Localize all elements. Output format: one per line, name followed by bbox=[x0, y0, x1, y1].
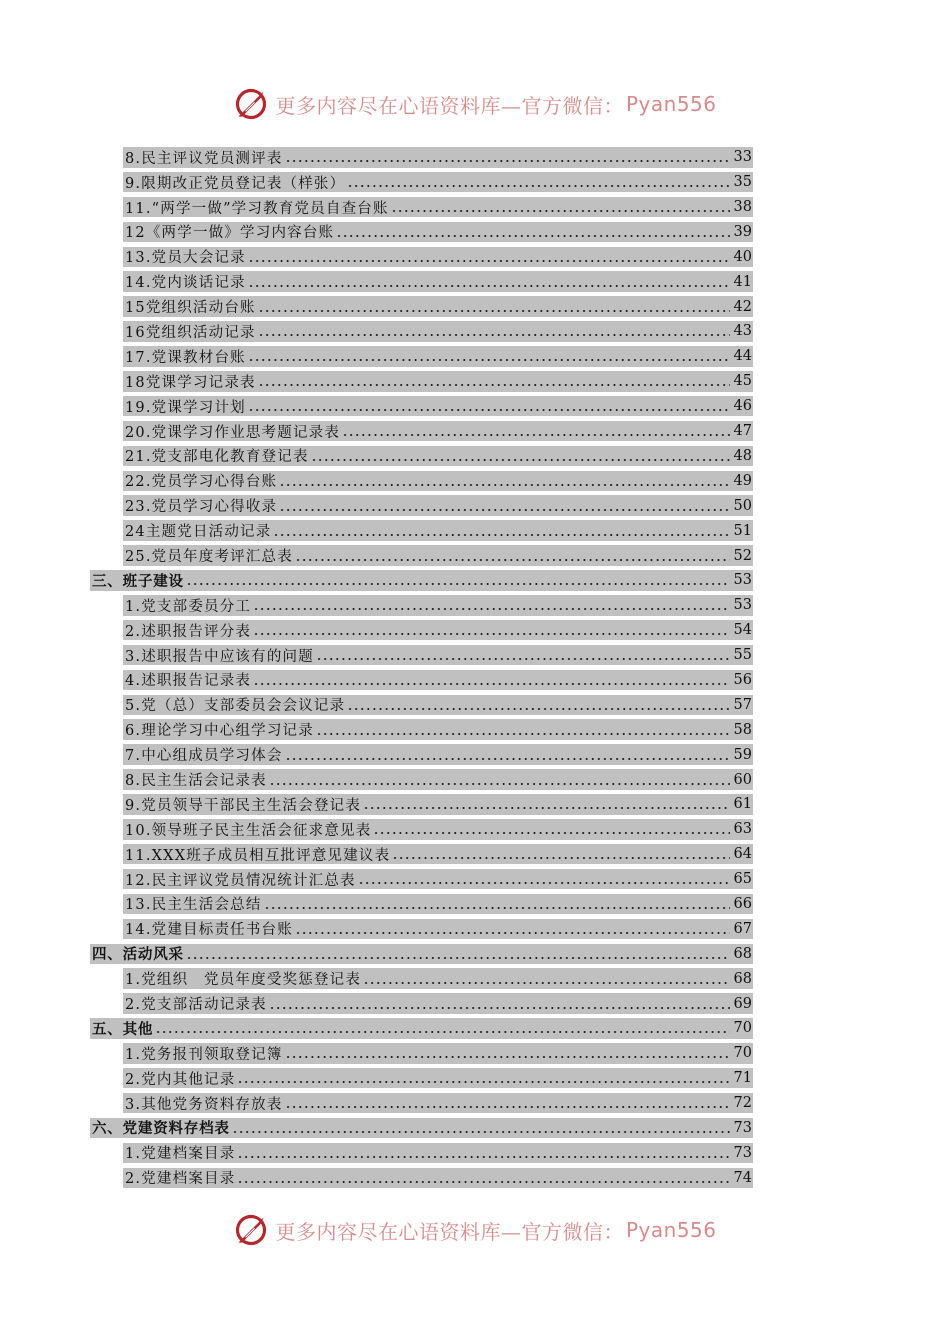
toc-dot-leader bbox=[277, 496, 731, 516]
toc-entry-page: 59 bbox=[733, 746, 752, 763]
toc-dot-leader bbox=[246, 272, 732, 292]
toc-entry[interactable] bbox=[0, 917, 950, 942]
toc-entry-title: 20.党课学习作业思考题记录表 bbox=[125, 424, 341, 441]
toc-entry-page: 47 bbox=[733, 423, 752, 440]
footer-wechat-id: Pyan556 bbox=[625, 1218, 717, 1242]
toc-entry-page: 40 bbox=[733, 248, 752, 265]
toc-dot-leader bbox=[184, 570, 732, 590]
toc-entry-page: 53 bbox=[733, 572, 752, 589]
toc-entry-title: 19.党课学习计划 bbox=[125, 399, 246, 416]
toc-entry-page: 51 bbox=[733, 522, 752, 539]
toc-entry-highlight bbox=[123, 1068, 753, 1089]
toc-entry[interactable] bbox=[0, 1091, 950, 1116]
toc-entry-highlight bbox=[123, 769, 753, 790]
toc-entry-page: 58 bbox=[733, 721, 752, 738]
toc-entry-title: 14.党内谈话记录 bbox=[125, 275, 246, 292]
toc-entry-highlight bbox=[123, 919, 753, 940]
toc-dot-leader bbox=[256, 371, 732, 391]
toc-entry-page: 44 bbox=[733, 348, 752, 365]
toc-entry-page: 70 bbox=[733, 1020, 752, 1037]
toc-entry-title: 23.党员学习心得收录 bbox=[125, 499, 278, 516]
toc-dot-leader bbox=[246, 247, 732, 267]
toc-entry-page: 61 bbox=[733, 796, 752, 813]
toc-entry-title: 5.党（总）支部委员会会议记录 bbox=[125, 698, 346, 715]
toc-entry[interactable] bbox=[0, 1066, 950, 1091]
toc-entry-title: 18党课学习记录表 bbox=[125, 374, 256, 391]
toc-entry-highlight bbox=[123, 271, 753, 292]
toc-entry-highlight bbox=[90, 1118, 753, 1139]
toc-entry[interactable] bbox=[0, 643, 950, 668]
toc-entry[interactable] bbox=[0, 344, 950, 369]
toc-entry-highlight bbox=[123, 1093, 753, 1114]
toc-entry-title: 7.中心组成员学习体会 bbox=[125, 748, 283, 765]
toc-entry[interactable] bbox=[0, 618, 950, 643]
toc-entry-title: 1.党务报刊领取登记簿 bbox=[125, 1046, 283, 1063]
toc-entry-highlight bbox=[123, 645, 753, 666]
toc-section-entry[interactable] bbox=[0, 942, 950, 967]
toc-entry[interactable] bbox=[0, 792, 950, 817]
toc-dot-leader bbox=[345, 172, 731, 192]
toc-entry-highlight bbox=[123, 446, 753, 467]
toc-entry-highlight bbox=[123, 222, 753, 243]
toc-entry-title: 1.党支部委员分工 bbox=[125, 598, 252, 615]
toc-entry[interactable] bbox=[0, 717, 950, 742]
toc-dot-leader bbox=[251, 670, 731, 690]
toc-entry-page: 52 bbox=[733, 547, 752, 564]
toc-entry[interactable] bbox=[0, 518, 950, 543]
toc-entry-highlight bbox=[123, 396, 753, 417]
toc-entry-highlight bbox=[123, 794, 753, 815]
toc-entry-highlight bbox=[123, 371, 753, 392]
toc-entry-highlight bbox=[123, 1143, 753, 1164]
toc-entry-page: 49 bbox=[733, 472, 752, 489]
toc-entry[interactable] bbox=[0, 867, 950, 892]
toc-dot-leader bbox=[277, 471, 731, 491]
toc-entry-page: 43 bbox=[733, 323, 752, 340]
toc-entry[interactable] bbox=[0, 319, 950, 344]
toc-dot-leader bbox=[283, 1043, 732, 1063]
toc-entry-highlight bbox=[123, 993, 753, 1014]
toc-entry-page: 70 bbox=[733, 1045, 752, 1062]
toc-dot-leader bbox=[235, 1168, 731, 1188]
toc-dot-leader bbox=[314, 645, 732, 665]
toc-dot-leader bbox=[271, 521, 731, 541]
toc-entry-highlight bbox=[123, 346, 753, 367]
toc-entry-title: 17.党课教材台账 bbox=[125, 349, 246, 366]
toc-entry[interactable] bbox=[0, 269, 950, 294]
toc-entry-title: 11.“两学一做”学习教育党员自查台账 bbox=[125, 200, 389, 217]
toc-entry-page: 73 bbox=[733, 1119, 752, 1136]
toc-dot-leader bbox=[251, 595, 731, 615]
toc-entry-title: 1.党组织 党员年度受奖惩登记表 bbox=[125, 972, 362, 989]
toc-dot-leader bbox=[371, 819, 731, 839]
toc-dot-leader bbox=[390, 844, 731, 864]
toc-entry[interactable] bbox=[0, 966, 950, 991]
toc-entry-highlight bbox=[123, 471, 753, 492]
toc-entry-title: 4.述职报告记录表 bbox=[125, 673, 252, 690]
toc-entry-title: 2.党支部活动记录表 bbox=[125, 997, 267, 1014]
toc-entry[interactable] bbox=[0, 543, 950, 568]
toc-entry-title: 25.党员年度考评汇总表 bbox=[125, 549, 293, 565]
toc-entry-title: 1.党建档案目录 bbox=[125, 1146, 236, 1163]
toc-dot-leader bbox=[251, 620, 731, 640]
toc-entry-page: 74 bbox=[733, 1169, 752, 1186]
toc-entry-page: 35 bbox=[733, 174, 752, 191]
toc-dot-leader bbox=[309, 446, 732, 466]
toc-entry[interactable] bbox=[0, 170, 950, 195]
toc-entry[interactable] bbox=[0, 693, 950, 718]
toc-entry-title: 三、班子建设 bbox=[92, 572, 184, 590]
table-of-contents bbox=[0, 145, 950, 1190]
toc-entry[interactable] bbox=[0, 419, 950, 444]
toc-entry-title: 五、其他 bbox=[92, 1020, 154, 1038]
toc-entry-highlight bbox=[123, 595, 753, 616]
toc-dot-leader bbox=[256, 321, 732, 341]
toc-entry[interactable] bbox=[0, 767, 950, 792]
toc-entry[interactable] bbox=[0, 444, 950, 469]
toc-entry-title: 12《两学一做》学习内容台账 bbox=[125, 225, 335, 242]
toc-dot-leader bbox=[293, 546, 732, 566]
toc-entry[interactable] bbox=[0, 1041, 950, 1066]
toc-entry-highlight bbox=[123, 545, 753, 566]
header-wechat-id: Pyan556 bbox=[625, 92, 717, 116]
toc-entry-highlight bbox=[123, 894, 753, 915]
toc-entry[interactable] bbox=[0, 469, 950, 494]
toc-entry-page: 53 bbox=[733, 597, 752, 614]
toc-dot-leader bbox=[283, 1093, 732, 1113]
toc-entry-highlight bbox=[123, 172, 753, 193]
toc-entry-title: 11.XXX班子成员相互批评意见建议表 bbox=[125, 847, 391, 864]
toc-entry-page: 46 bbox=[733, 398, 752, 415]
toc-entry-page: 66 bbox=[733, 895, 752, 912]
toc-entry-title: 3.述职报告中应该有的问题 bbox=[125, 648, 314, 665]
toc-entry[interactable] bbox=[0, 294, 950, 319]
toc-entry-highlight bbox=[123, 968, 753, 989]
toc-dot-leader bbox=[267, 994, 732, 1014]
toc-entry-highlight bbox=[123, 719, 753, 740]
toc-entry-title: 21.党支部电化教育登记表 bbox=[125, 449, 309, 466]
toc-entry-highlight bbox=[123, 744, 753, 765]
toc-entry-page: 39 bbox=[733, 223, 752, 240]
toc-entry-page: 73 bbox=[733, 1144, 752, 1161]
footer-banner bbox=[0, 1210, 950, 1250]
toc-section-entry[interactable] bbox=[0, 1016, 950, 1041]
toc-dot-leader bbox=[262, 894, 732, 914]
toc-entry-highlight bbox=[123, 620, 753, 641]
toc-entry-title: 24主题党日活动记录 bbox=[125, 524, 272, 541]
toc-entry-page: 55 bbox=[733, 647, 752, 664]
toc-dot-leader bbox=[230, 1118, 732, 1138]
toc-dot-leader bbox=[235, 1068, 731, 1088]
toc-dot-leader bbox=[361, 969, 732, 989]
toc-dot-leader bbox=[356, 869, 732, 889]
toc-entry-page: 33 bbox=[733, 149, 752, 166]
pen-logo-icon bbox=[233, 1212, 269, 1248]
toc-entry-highlight bbox=[123, 1043, 753, 1064]
toc-entry-page: 71 bbox=[733, 1070, 752, 1087]
toc-entry-highlight bbox=[123, 495, 753, 516]
header-banner-text: 更多内容尽在心语资料库—官方微信： bbox=[275, 93, 624, 118]
toc-entry-title: 14.党建目标责任书台账 bbox=[125, 922, 293, 939]
toc-entry-title: 2.述职报告评分表 bbox=[125, 623, 252, 640]
toc-entry-highlight bbox=[123, 520, 753, 541]
toc-entry-page: 57 bbox=[733, 696, 752, 713]
toc-dot-leader bbox=[361, 794, 732, 814]
toc-entry[interactable] bbox=[0, 195, 950, 220]
toc-section-entry[interactable] bbox=[0, 568, 950, 593]
toc-entry[interactable] bbox=[0, 493, 950, 518]
toc-entry-title: 2.党建档案目录 bbox=[125, 1171, 236, 1188]
toc-entry-highlight bbox=[123, 197, 753, 218]
toc-dot-leader bbox=[340, 421, 731, 441]
toc-entry-title: 22.党员学习心得台账 bbox=[125, 474, 278, 491]
toc-entry-highlight bbox=[123, 147, 753, 168]
toc-dot-leader bbox=[283, 745, 732, 765]
toc-entry-title: 8.民主生活会记录表 bbox=[125, 773, 267, 790]
toc-entry-highlight bbox=[123, 869, 753, 890]
toc-entry-page: 54 bbox=[733, 622, 752, 639]
toc-entry-highlight bbox=[90, 570, 753, 591]
toc-entry[interactable] bbox=[0, 668, 950, 693]
toc-entry[interactable] bbox=[0, 742, 950, 767]
toc-entry-page: 68 bbox=[733, 970, 752, 987]
toc-entry-highlight bbox=[90, 944, 753, 965]
toc-entry-highlight bbox=[123, 670, 753, 691]
toc-entry-page: 72 bbox=[733, 1095, 752, 1112]
toc-entry-page: 63 bbox=[733, 821, 752, 838]
toc-entry-title: 6.理论学习中心组学习记录 bbox=[125, 723, 314, 740]
toc-entry[interactable] bbox=[0, 220, 950, 245]
toc-entry-title: 12.民主评议党员情况统计汇总表 bbox=[125, 872, 356, 889]
toc-entry-highlight bbox=[123, 247, 753, 268]
toc-entry[interactable] bbox=[0, 817, 950, 842]
toc-entry[interactable] bbox=[0, 842, 950, 867]
toc-entry[interactable] bbox=[0, 1141, 950, 1166]
toc-entry-highlight bbox=[123, 1168, 753, 1189]
toc-entry-page: 68 bbox=[733, 945, 752, 962]
toc-entry-page: 48 bbox=[733, 447, 752, 464]
toc-entry-highlight bbox=[90, 1018, 753, 1039]
toc-entry-page: 41 bbox=[733, 273, 752, 290]
toc-entry-highlight bbox=[123, 321, 753, 342]
toc-dot-leader bbox=[246, 396, 732, 416]
toc-entry-highlight bbox=[123, 695, 753, 716]
toc-entry-highlight bbox=[123, 844, 753, 865]
toc-entry-page: 38 bbox=[733, 199, 752, 216]
toc-dot-leader bbox=[256, 297, 732, 317]
toc-dot-leader bbox=[235, 1143, 731, 1163]
toc-entry-highlight bbox=[123, 296, 753, 317]
toc-entry[interactable] bbox=[0, 593, 950, 618]
toc-entry-title: 16党组织活动记录 bbox=[125, 324, 256, 341]
toc-entry-title: 六、党建资料存档表 bbox=[92, 1120, 230, 1138]
toc-dot-leader bbox=[293, 919, 732, 939]
header-banner bbox=[0, 84, 950, 124]
toc-entry[interactable] bbox=[0, 1166, 950, 1191]
toc-dot-leader bbox=[314, 720, 732, 740]
toc-dot-leader bbox=[153, 1018, 731, 1038]
toc-entry[interactable] bbox=[0, 892, 950, 917]
toc-entry-title: 8.民主评议党员测评表 bbox=[125, 150, 283, 167]
toc-entry-page: 69 bbox=[733, 995, 752, 1012]
toc-entry-title: 9.党员领导干部民主生活会登记表 bbox=[125, 797, 362, 814]
toc-dot-leader bbox=[267, 770, 732, 790]
toc-entry-highlight bbox=[123, 421, 753, 442]
toc-entry-page: 50 bbox=[733, 497, 752, 514]
toc-entry-title: 四、活动风采 bbox=[92, 946, 184, 964]
toc-entry[interactable] bbox=[0, 394, 950, 419]
toc-dot-leader bbox=[389, 197, 732, 217]
toc-section-entry[interactable] bbox=[0, 1116, 950, 1141]
toc-entry-page: 42 bbox=[733, 298, 752, 315]
toc-entry[interactable] bbox=[0, 991, 950, 1016]
toc-entry-title: 9.限期改正党员登记表（样张） bbox=[125, 175, 346, 192]
toc-entry-title: 3.其他党务资料存放表 bbox=[125, 1096, 283, 1113]
toc-entry-page: 60 bbox=[733, 771, 752, 788]
toc-dot-leader bbox=[184, 944, 732, 964]
toc-entry-page: 45 bbox=[733, 373, 752, 390]
toc-entry[interactable] bbox=[0, 145, 950, 170]
toc-dot-leader bbox=[345, 695, 731, 715]
toc-dot-leader bbox=[334, 222, 731, 242]
toc-entry-title: 10.领导班子民主生活会征求意见表 bbox=[125, 822, 372, 839]
toc-entry-page: 56 bbox=[733, 671, 752, 688]
toc-entry-page: 67 bbox=[733, 920, 752, 937]
toc-dot-leader bbox=[246, 346, 732, 366]
toc-entry-page: 65 bbox=[733, 871, 752, 888]
toc-entry-title: 15党组织活动台账 bbox=[125, 300, 256, 317]
toc-entry-title: 13.党员大会记录 bbox=[125, 250, 246, 267]
toc-entry-page: 64 bbox=[733, 846, 752, 863]
toc-entry-highlight bbox=[123, 819, 753, 840]
toc-entry-title: 13.民主生活会总结 bbox=[125, 897, 262, 914]
pen-logo-icon bbox=[233, 86, 269, 122]
toc-entry-title: 2.党内其他记录 bbox=[125, 1071, 236, 1088]
footer-banner-text: 更多内容尽在心语资料库—官方微信： bbox=[275, 1219, 624, 1244]
toc-dot-leader bbox=[283, 147, 732, 167]
toc-entry[interactable] bbox=[0, 245, 950, 270]
toc-entry[interactable] bbox=[0, 369, 950, 394]
